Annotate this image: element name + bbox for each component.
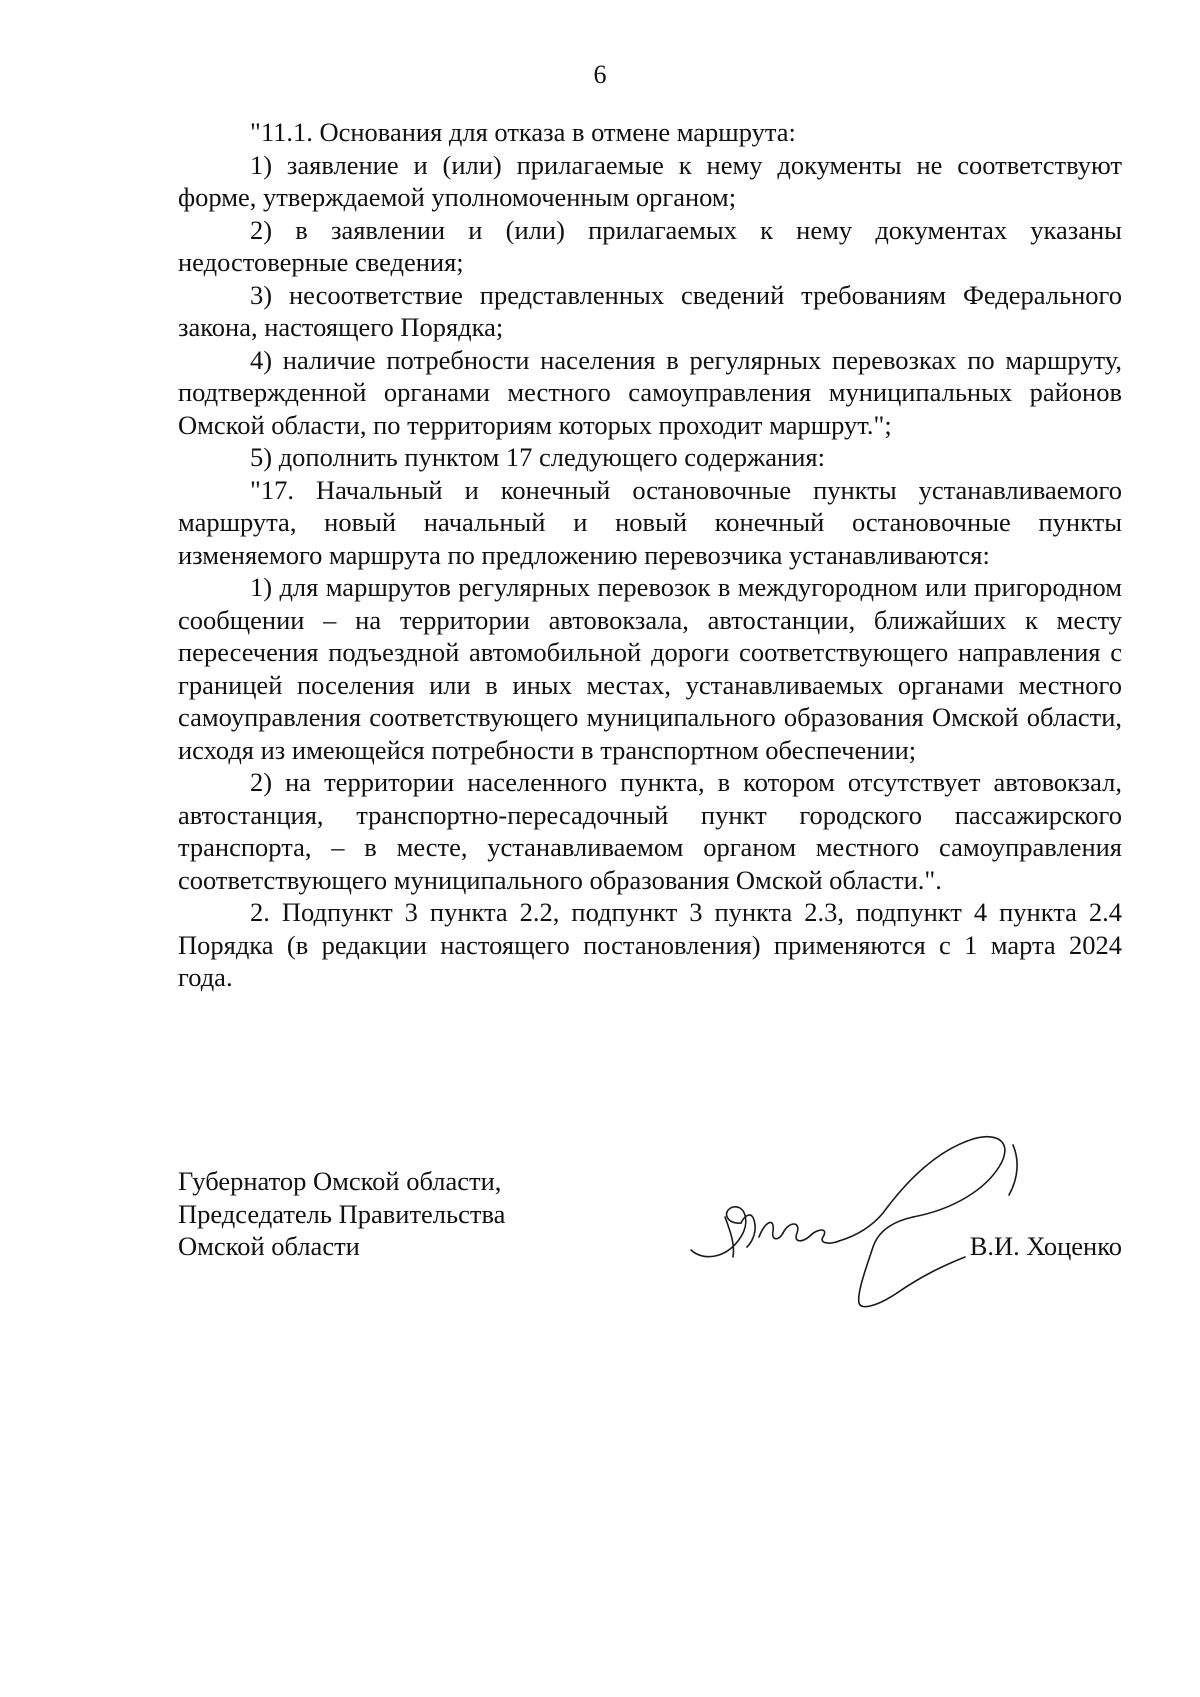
paragraph-11-1-heading: "11.1. Основания для отказа в отмене маршрута: bbox=[250, 117, 796, 147]
paragraph-17-heading: "17. Начальный и конечный остановочные пункты устанавливаемого маршрута, новый начальный и новый конечный остановочные пункты изменяемого маршрута по предложению перевозчика устанавливаются: bbox=[178, 474, 1122, 570]
signature-block bbox=[178, 1165, 1122, 1315]
paragraph-11-1-item-4: 4) наличие потребности населения в регулярных перевозках по маршруту, подтвержденной органами местного самоуправления муниципальных районов Омской области, по территориям которых проходит маршрут."; bbox=[178, 344, 1122, 440]
paragraph-11-1-item-2: 2) в заявлении и (или) прилагаемых к нему документах указаны недостоверные сведения; bbox=[178, 214, 1122, 277]
paragraph-11-1-item-3: 3) несоответствие представленных сведений требованиям Федерального закона, настоящего Порядка; bbox=[178, 279, 1122, 342]
paragraph-clause-2: 2. Подпункт 3 пункта 2.2, подпункт 3 пункта 2.3, подпункт 4 пункта 2.4 Порядка (в редакции настоящего постановления) применяются с 1 марта 2024 года. bbox=[178, 897, 1122, 992]
paragraph-11-1-item-1: 1) заявление и (или) прилагаемые к нему документы не соответствуют форме, утверждаемой уполномоченным органом; bbox=[178, 149, 1122, 212]
signer-name: В.И. Хоценко bbox=[969, 1231, 1122, 1261]
signer-title-line: Председатель Правительства bbox=[178, 1198, 506, 1229]
paragraph-amendment-5: 5) дополнить пунктом 17 следующего содержания: bbox=[250, 442, 825, 472]
document-body bbox=[178, 116, 1122, 994]
signer-title-line: Губернатор Омской области, bbox=[178, 1166, 502, 1196]
paragraph-17-item-2: 2) на территории населенного пункта, в котором отсутствует автовокзал, автостанция, транспортно-пересадочный пункт городского пассажирского транспорта, – в месте, устанавливаемом органом местного самоуправления соответствующего муниципального образования Омской области.". bbox=[178, 767, 1122, 895]
handwritten-signature-icon bbox=[683, 1125, 1043, 1310]
signer-title-line: Омской области bbox=[178, 1231, 360, 1261]
signer-title bbox=[178, 1165, 505, 1263]
paragraph-17-item-1: 1) для маршрутов регулярных перевозок в междугородном или пригородном сообщении – на территории автовокзала, автостанции, ближайших к месту пересечения подъездной автомобильной дороги соответствующего направления с границей поселения или в иных местах, устанавливаемых органами местного самоуправления соответствующего муниципального образования Омской области, исходя из имеющейся потребности в транспортном обеспечении; bbox=[178, 572, 1122, 765]
page-number: 6 bbox=[593, 60, 607, 89]
